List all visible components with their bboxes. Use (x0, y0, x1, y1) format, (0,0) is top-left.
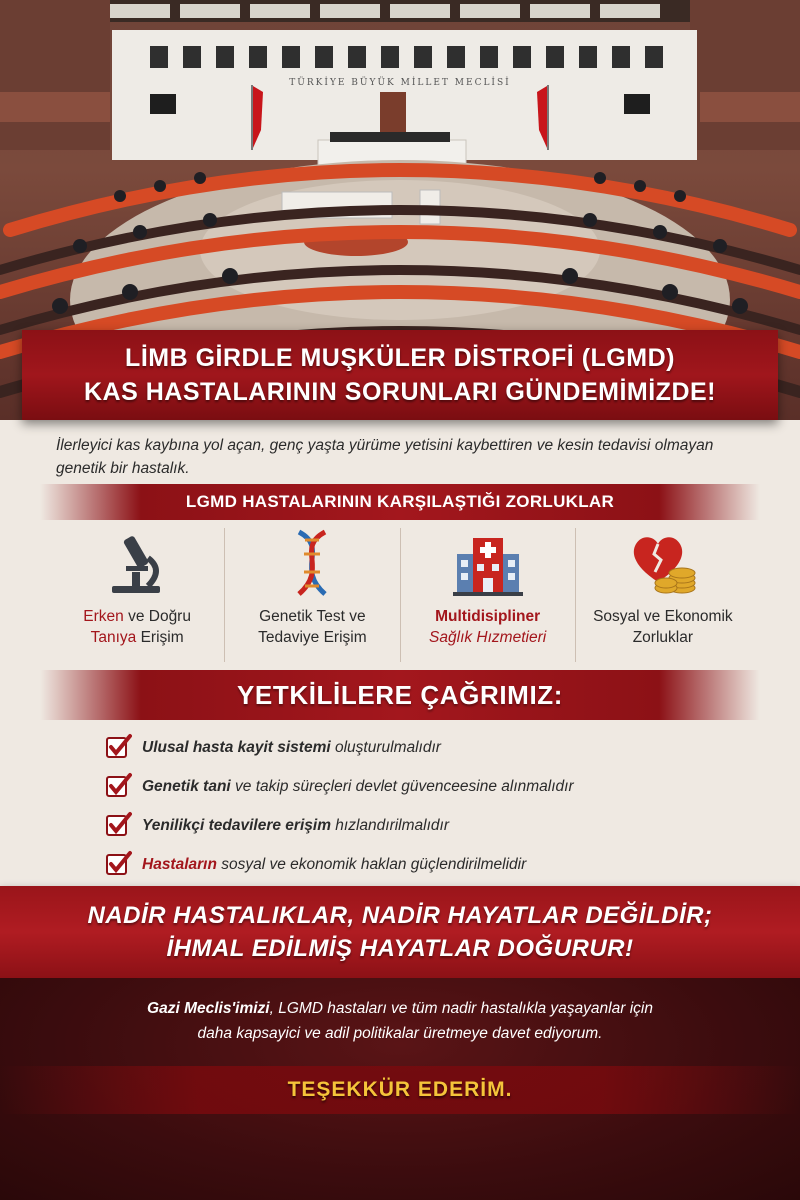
list-item: Genetik tani ve takip süreçleri devlet güvenceesine alınmalıdır (106, 767, 726, 806)
title-line-2: KAS HASTALARININ SORUNLARI GÜNDEMİMİZDE! (83, 378, 716, 406)
footer (0, 978, 800, 1200)
list-item: Hastaların sosyal ve ekonomik haklan güçlendirilmelidir (106, 845, 726, 884)
list-item: Yenilikçi tedavilere erişim hızlandırilmalıdır (106, 806, 726, 845)
challenges-heading: LGMD HASTALARININ KARŞILAŞTIĞI ZORLUKLAR (40, 484, 760, 520)
checkmark-icon (106, 776, 128, 798)
challenge-label-genetic-test: Genetik Test ve Tedaviye Erişim (258, 608, 367, 646)
broken-heart-coins-icon (628, 528, 698, 598)
hospital-icon (453, 528, 523, 598)
challenge-label-socioeconomic: Sosyal ve Ekonomik Zorluklar (593, 608, 733, 646)
slogan-banner (0, 886, 800, 978)
checkmark-icon (106, 815, 128, 837)
challenge-item-diagnosis (50, 528, 225, 662)
slogan-line-2: İHMAL EDİLMİŞ HAYATLAR DOĞURUR! (166, 935, 634, 962)
challenge-label-multidisciplinary: Multidisipliner Sağlık Hızmetieri (429, 608, 547, 646)
thanks-banner (0, 1066, 800, 1114)
footer-message: Gazi Meclis'imizi, LGMD hastaları ve tüm nadir hastalıkla yaşayanlar için daha kapsayici ve adil politikalar üretmeye davet ediyorum. (147, 1000, 653, 1042)
thanks-text: TEŞEKKÜR EDERİM. (287, 1078, 513, 1101)
checkmark-icon (106, 854, 128, 876)
challenge-label-diagnosis: Erken ve Doğru Tanıya Erişim (83, 608, 191, 646)
challenge-item-genetic-test (225, 528, 400, 662)
intro-text: İlerleyici kas kaybına yol açan, genç yaşta yürüme yetisini kaybettiren ve kesin tedavisi olmayan genetik bir hastalık. (56, 437, 714, 477)
microscope-icon (102, 528, 172, 598)
call-checklist (106, 728, 726, 884)
call-heading: YETKİLİLERE ÇAĞRIMIZ: (40, 670, 760, 720)
dna-icon (277, 528, 347, 598)
challenge-item-multidisciplinary (401, 528, 576, 662)
title-banner (22, 330, 778, 420)
challenges-list (50, 528, 750, 662)
building-label: TÜRKİYE BÜYÜK MİLLET MECLİSİ (289, 78, 511, 88)
list-item: Ulusal hasta kayit sistemi oluşturulmalıdır (106, 728, 726, 767)
slogan-line-1: NADİR HASTALIKLAR, NADİR HAYATLAR DEĞİLDİR; (87, 902, 713, 929)
challenge-item-socioeconomic (576, 528, 750, 662)
checkmark-icon (106, 737, 128, 759)
title-line-1: LİMB GİRDLE MUŞKÜLER DİSTROFİ (LGMD) (125, 344, 675, 372)
